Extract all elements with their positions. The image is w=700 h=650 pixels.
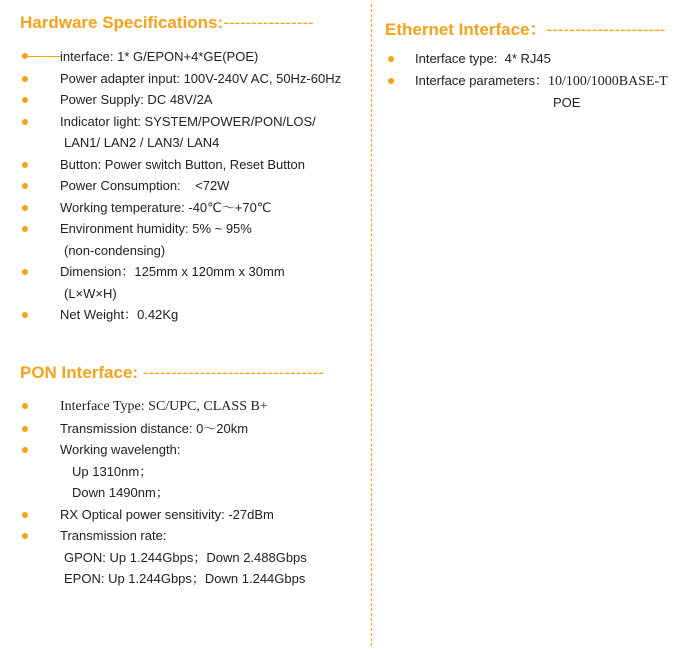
spec-text: RX Optical power sensitivity: -27dBm bbox=[60, 506, 274, 522]
list-item bbox=[22, 68, 362, 90]
list-item bbox=[22, 175, 362, 197]
hardware-heading bbox=[20, 13, 314, 33]
spec-text: Dimension：125mm x 120mm x 30mm bbox=[60, 264, 285, 279]
pon-title: PON Interface: bbox=[20, 363, 139, 382]
spec-value: 10/100/1000BASE-T bbox=[547, 73, 668, 89]
ethernet-title: Ethernet Interface： bbox=[385, 20, 547, 39]
spec-text: Indicator light: SYSTEM/POWER/PON/LOS/ bbox=[60, 113, 316, 129]
bullet-icon bbox=[22, 269, 28, 275]
pon-title-dashes: -------------------------------- bbox=[142, 363, 324, 382]
hardware-title-dashes: ---------------- bbox=[223, 13, 314, 32]
bullet-icon bbox=[22, 97, 28, 103]
spec-text: Net Weight：0.42Kg bbox=[60, 307, 179, 322]
bullet-icon bbox=[22, 533, 28, 539]
list-item bbox=[22, 111, 362, 154]
spec-text: Interface parameters： bbox=[415, 72, 548, 88]
bullet-icon bbox=[388, 56, 394, 62]
list-item bbox=[22, 154, 362, 176]
bullet-icon bbox=[22, 76, 28, 82]
bullet-icon bbox=[22, 512, 28, 518]
spec-text: Environment humidity: 5% ~ 95% bbox=[60, 221, 252, 236]
spec-text-continued: LAN1/ LAN2 / LAN3/ LAN4 bbox=[64, 135, 220, 150]
list-item bbox=[22, 261, 362, 304]
bullet-icon bbox=[22, 312, 28, 318]
list-item bbox=[22, 439, 362, 504]
list-item bbox=[22, 218, 362, 261]
spec-text: Interface Type: SC/UPC, CLASS B+ bbox=[60, 399, 268, 414]
list-item bbox=[22, 504, 362, 526]
spec-text: interface: 1* G/EPON+4*GE(POE) bbox=[60, 49, 259, 64]
hardware-title: Hardware Specifications: bbox=[20, 13, 224, 32]
bullet-icon bbox=[388, 78, 394, 84]
bullet-icon bbox=[22, 205, 28, 211]
column-divider bbox=[371, 4, 372, 646]
ethernet-heading bbox=[385, 15, 665, 40]
list-item bbox=[22, 525, 362, 590]
bullet-icon bbox=[22, 426, 28, 432]
spec-text-continued: Up 1310nm； bbox=[72, 463, 153, 479]
spec-text: Transmission distance: 0～20km bbox=[60, 420, 249, 436]
list-item bbox=[22, 418, 362, 440]
spec-text-continued: GPON: Up 1.244Gbps；Down 2.488Gbps bbox=[64, 549, 307, 565]
bullet-icon bbox=[22, 403, 28, 409]
hardware-spec-list bbox=[22, 46, 362, 326]
ethernet-spec-list bbox=[388, 48, 688, 114]
bullet-icon bbox=[22, 447, 28, 453]
bullet-icon bbox=[22, 162, 28, 168]
list-item bbox=[22, 395, 362, 418]
bullet-icon bbox=[22, 226, 28, 232]
spec-text: Working temperature: -40℃～+70℃ bbox=[60, 199, 272, 215]
spec-text: Power adapter input: 100V-240V AC, 50Hz-60Hz bbox=[60, 70, 342, 86]
spec-text-continued: POE bbox=[553, 95, 581, 110]
spec-text-continued: (non-condensing) bbox=[64, 242, 166, 258]
pon-heading bbox=[20, 363, 324, 383]
list-item bbox=[22, 197, 362, 219]
list-item bbox=[388, 48, 688, 70]
spec-text: Interface type: 4* RJ45 bbox=[415, 51, 551, 66]
pon-spec-list bbox=[22, 395, 362, 590]
spec-text: Power Consumption: <72W bbox=[60, 178, 230, 193]
spec-text-continued: EPON: Up 1.244Gbps；Down 1.244Gbps bbox=[64, 571, 306, 586]
spec-text-continued: Down 1490nm； bbox=[72, 485, 169, 500]
list-item bbox=[22, 304, 362, 326]
spec-text: Working wavelength: bbox=[60, 442, 181, 457]
bullet-icon bbox=[22, 53, 28, 59]
bullet-icon bbox=[22, 119, 28, 125]
spec-text: Power Supply: DC 48V/2A bbox=[60, 92, 213, 107]
spec-text-continued: (L×W×H) bbox=[64, 285, 117, 301]
spec-text: Transmission rate: bbox=[60, 528, 167, 543]
list-item bbox=[388, 70, 688, 114]
bullet-icon bbox=[22, 183, 28, 189]
spec-text: Button: Power switch Button, Reset Button bbox=[60, 156, 305, 172]
list-item bbox=[22, 89, 362, 111]
list-item bbox=[22, 46, 362, 68]
ethernet-title-dashes: --------------------- bbox=[546, 20, 666, 39]
